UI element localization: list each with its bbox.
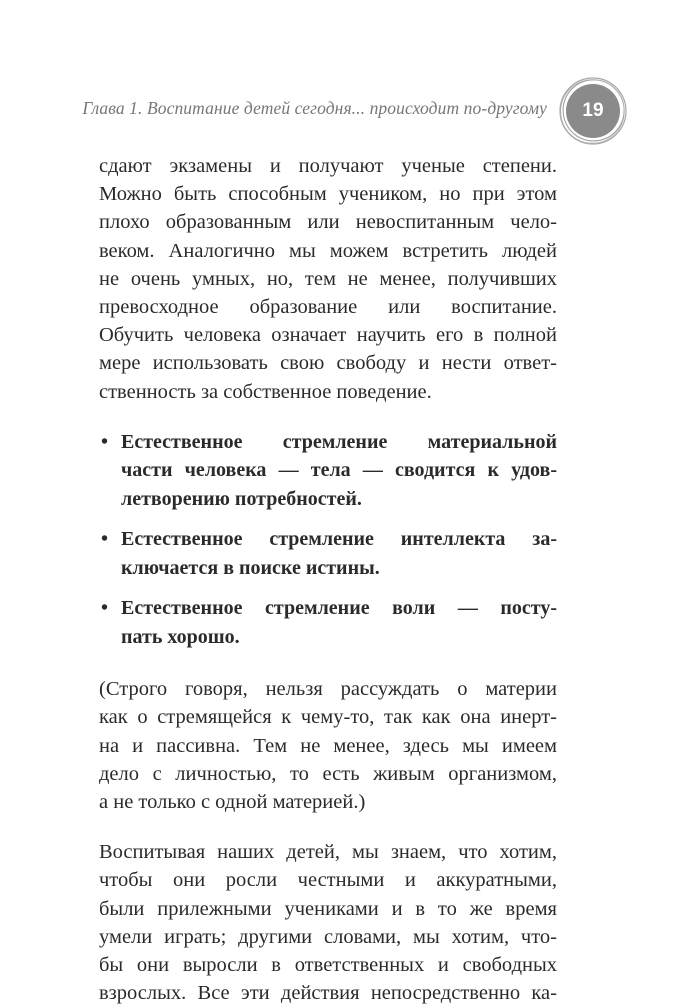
page-number-badge [556, 74, 630, 148]
text-line: ключается в поиске истины. [121, 556, 380, 579]
bullet-item [101, 428, 557, 514]
text-line: мере использовать свою свободу и нести ответ- [99, 352, 557, 375]
text-line: дело с личностью, то есть живым организмом, [99, 762, 557, 785]
paragraph-3 [99, 838, 557, 1007]
bullet-item [101, 525, 557, 582]
paragraph-1 [99, 152, 557, 406]
page-body [99, 152, 557, 1007]
text-line: умели играть; другими словами, мы хотим, что- [99, 925, 557, 948]
page-number: 19 [582, 100, 604, 121]
bullet-list [101, 428, 557, 652]
text-line: Можно быть способным учеником, но при этом [99, 183, 557, 206]
text-line: (Строго говоря, нельзя рассуждать о материи [99, 678, 557, 701]
text-line: веком. Аналогично мы можем встретить людей [99, 239, 557, 262]
text-line: чтобы они росли честными и аккуратными, [99, 869, 557, 892]
text-line: сдают экзамены и получают ученые степени. [99, 155, 557, 177]
text-line: не очень умных, но, тем не менее, получивших [99, 267, 557, 290]
text-line: бы они выросли в ответственных и свободных [99, 953, 557, 976]
text-line: Воспитывая наших детей, мы знаем, что хотим, [99, 841, 557, 864]
text-line: взрослых. Все эти действия непосредственно ка- [99, 982, 557, 1005]
running-head: Глава 1. Воспитание детей сегодня... происходит по-другому [82, 98, 547, 118]
text-line: ственность за собственное поведение. [99, 380, 432, 403]
paragraph-2 [99, 675, 557, 816]
bullet-item [101, 594, 557, 651]
text-line: Естественное стремление интеллекта за- [121, 528, 557, 551]
bullet-icon: • [101, 528, 109, 551]
text-line: части человека — тела — сводится к удов- [121, 459, 557, 482]
text-line: а не только с одной материей.) [99, 790, 366, 813]
text-line: пать хорошо. [121, 625, 240, 648]
bullet-icon: • [101, 430, 109, 453]
text-line: как о стремящейся к чему-то, так как она инерт- [99, 706, 557, 729]
bullet-icon: • [101, 597, 109, 620]
text-line: на и пассивна. Тем не менее, здесь мы имеем [99, 734, 557, 757]
text-line: Обучить человека означает научить его в полной [99, 324, 557, 347]
text-line: превосходное образование или воспитание. [99, 295, 557, 318]
text-line: плохо образованным или невоспитанным чело- [99, 211, 557, 234]
text-line: Естественное стремление материальной [121, 430, 557, 453]
text-line: летворению потребностей. [121, 487, 362, 510]
text-line: были прилежными учениками и в то же время [99, 897, 557, 920]
text-line: Естественное стремление воли — посту- [121, 597, 557, 620]
page-header [0, 0, 683, 150]
